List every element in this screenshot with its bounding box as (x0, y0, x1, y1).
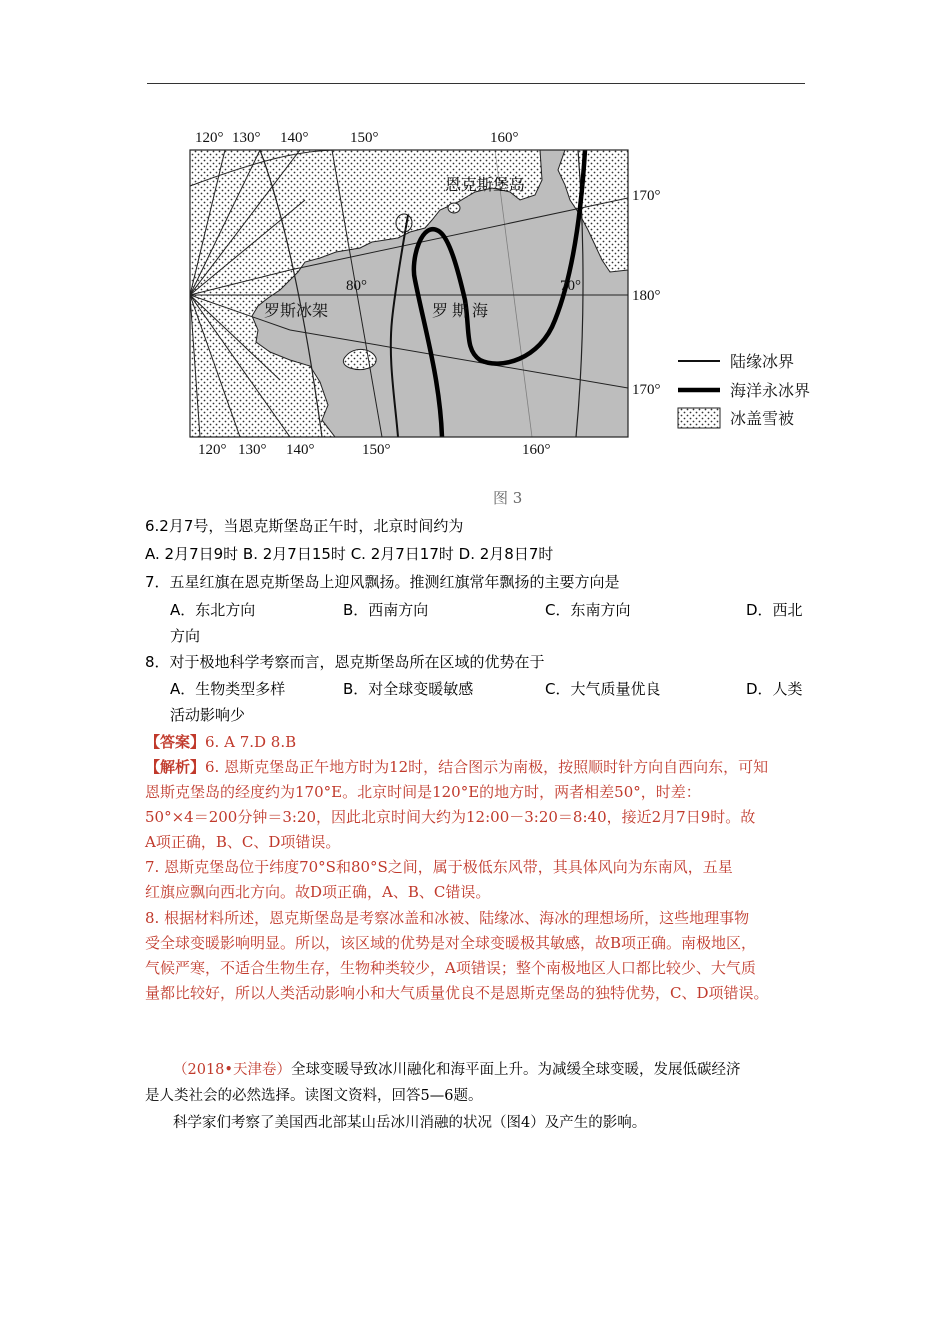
answer-label: 【答案】 (145, 733, 206, 751)
lon-label-top: 120° (195, 130, 224, 146)
legend-label: 冰盖雪被 (730, 411, 795, 428)
islet (448, 203, 460, 213)
analysis-text: 6. 恩斯克堡岛正午地方时为12时，结合图示为南极，按照顺时针方向自西向东，可知 (205, 758, 769, 776)
header-rule (147, 83, 805, 84)
q7-stem: 7．五星红旗在恩克斯堡岛上迎风飘扬。推测红旗常年飘扬的主要方向是 (145, 573, 620, 591)
next-intro-line-2: 是人类社会的必然选择。读图文资料，回答5—6题。 (145, 1088, 483, 1104)
sea-label: 罗 斯 海 (432, 303, 489, 320)
analysis-line: 50°×4＝200分钟＝3:20，因此北京时间大约为12:00－3:20＝8:40，接近2月7日9时。故 (145, 808, 756, 826)
ice-shelf-label: 罗斯冰架 (264, 303, 329, 320)
analysis-line: 量都比较好，所以人类活动影响小和大气质量优良不是恩斯克堡岛的独特优势，C、D项错误。 (145, 984, 769, 1002)
analysis-line (145, 755, 768, 779)
lon-label-top: 160° (490, 130, 519, 146)
q8-option-a: A．生物类型多样 (170, 680, 286, 698)
q7-option-c: C．东南方向 (545, 601, 631, 619)
lon-label-bottom: 150° (362, 442, 391, 458)
answer-line (145, 730, 296, 754)
q7-option-d-cont: 方向 (170, 627, 201, 645)
analysis-label: 【解析】 (145, 758, 206, 776)
q8-option-d-cont: 活动影响少 (170, 706, 246, 724)
legend-label: 海洋永冰界 (730, 383, 811, 400)
island-label: 恩克斯堡岛 (445, 177, 526, 194)
q8-option-b: B．对全球变暖敏感 (343, 680, 474, 698)
lon-label-bottom: 140° (286, 442, 315, 458)
next-intro-line (173, 1058, 740, 1082)
analysis-line: 红旗应飘向西北方向。故D项正确，A、B、C错误。 (145, 883, 491, 901)
answer-text: 6. A 7.D 8.B (205, 733, 297, 751)
lat-label-70: 70° (560, 278, 581, 294)
islet (396, 214, 412, 232)
lon-label-top: 150° (350, 130, 379, 146)
q8-option-c: C．大气质量优良 (545, 680, 661, 698)
source-tag: （2018•天津卷） (173, 1062, 291, 1078)
lon-label-bottom: 120° (198, 442, 227, 458)
intro-text: 全球变暖导致冰川融化和海平面上升。为减缓全球变暖，发展低碳经济 (290, 1062, 741, 1078)
lon-label-top: 130° (232, 130, 261, 146)
analysis-line: 8. 根据材料所述，恩克斯堡岛是考察冰盖和冰被、陆缘冰、海冰的理想场所，这些地理事物 (145, 909, 750, 927)
analysis-line: 受全球变暖影响明显。所以，该区域的优势是对全球变暖极其敏感，故B项正确。南极地区， (145, 934, 757, 952)
q7-option-a: A．东北方向 (170, 601, 256, 619)
lon-label-right: 170° (632, 382, 661, 398)
analysis-line: 气候严寒，不适合生物生存，生物种类较少，A项错误；整个南极地区人口都比较少、大气质 (145, 959, 756, 977)
next-material-line: 科学家们考察了美国西北部某山岳冰川消融的状况（图4）及产生的影响。 (173, 1115, 647, 1131)
analysis-line: A项正确，B、C、D项错误。 (145, 833, 341, 851)
legend-dots (678, 408, 720, 428)
q8-option-d: D．人类 (746, 680, 803, 698)
q7-option-d: D．西北 (746, 601, 803, 619)
lon-label-bottom: 130° (238, 442, 267, 458)
lon-label-top: 140° (280, 130, 309, 146)
ross-sea-map (140, 120, 860, 470)
lon-label-bottom: 160° (522, 442, 551, 458)
lon-label-right: 170° (632, 188, 661, 204)
q7-option-b: B．西南方向 (343, 601, 429, 619)
figure-caption: 图 3 (493, 489, 523, 507)
analysis-line: 7. 恩斯克堡岛位于纬度70°S和80°S之间，属于极低东风带，其具体风向为东南风，五星 (145, 858, 733, 876)
q6-stem: 6.2月7号，当恩克斯堡岛正午时，北京时间约为 (145, 517, 464, 535)
analysis-line: 恩斯克堡岛的经度约为170°E。北京时间是120°E的地方时，两者相差50°，时差： (145, 783, 701, 801)
legend (678, 352, 810, 428)
q8-stem: 8．对于极地科学考察而言，恩克斯堡岛所在区域的优势在于 (145, 653, 545, 671)
q6-options: A. 2月7日9时 B. 2月7日15时 C. 2月7日17时 D. 2月8日7时 (145, 545, 554, 563)
lat-label-80: 80° (346, 278, 367, 294)
lon-label-right: 180° (632, 288, 661, 304)
legend-label: 陆缘冰界 (730, 354, 795, 371)
